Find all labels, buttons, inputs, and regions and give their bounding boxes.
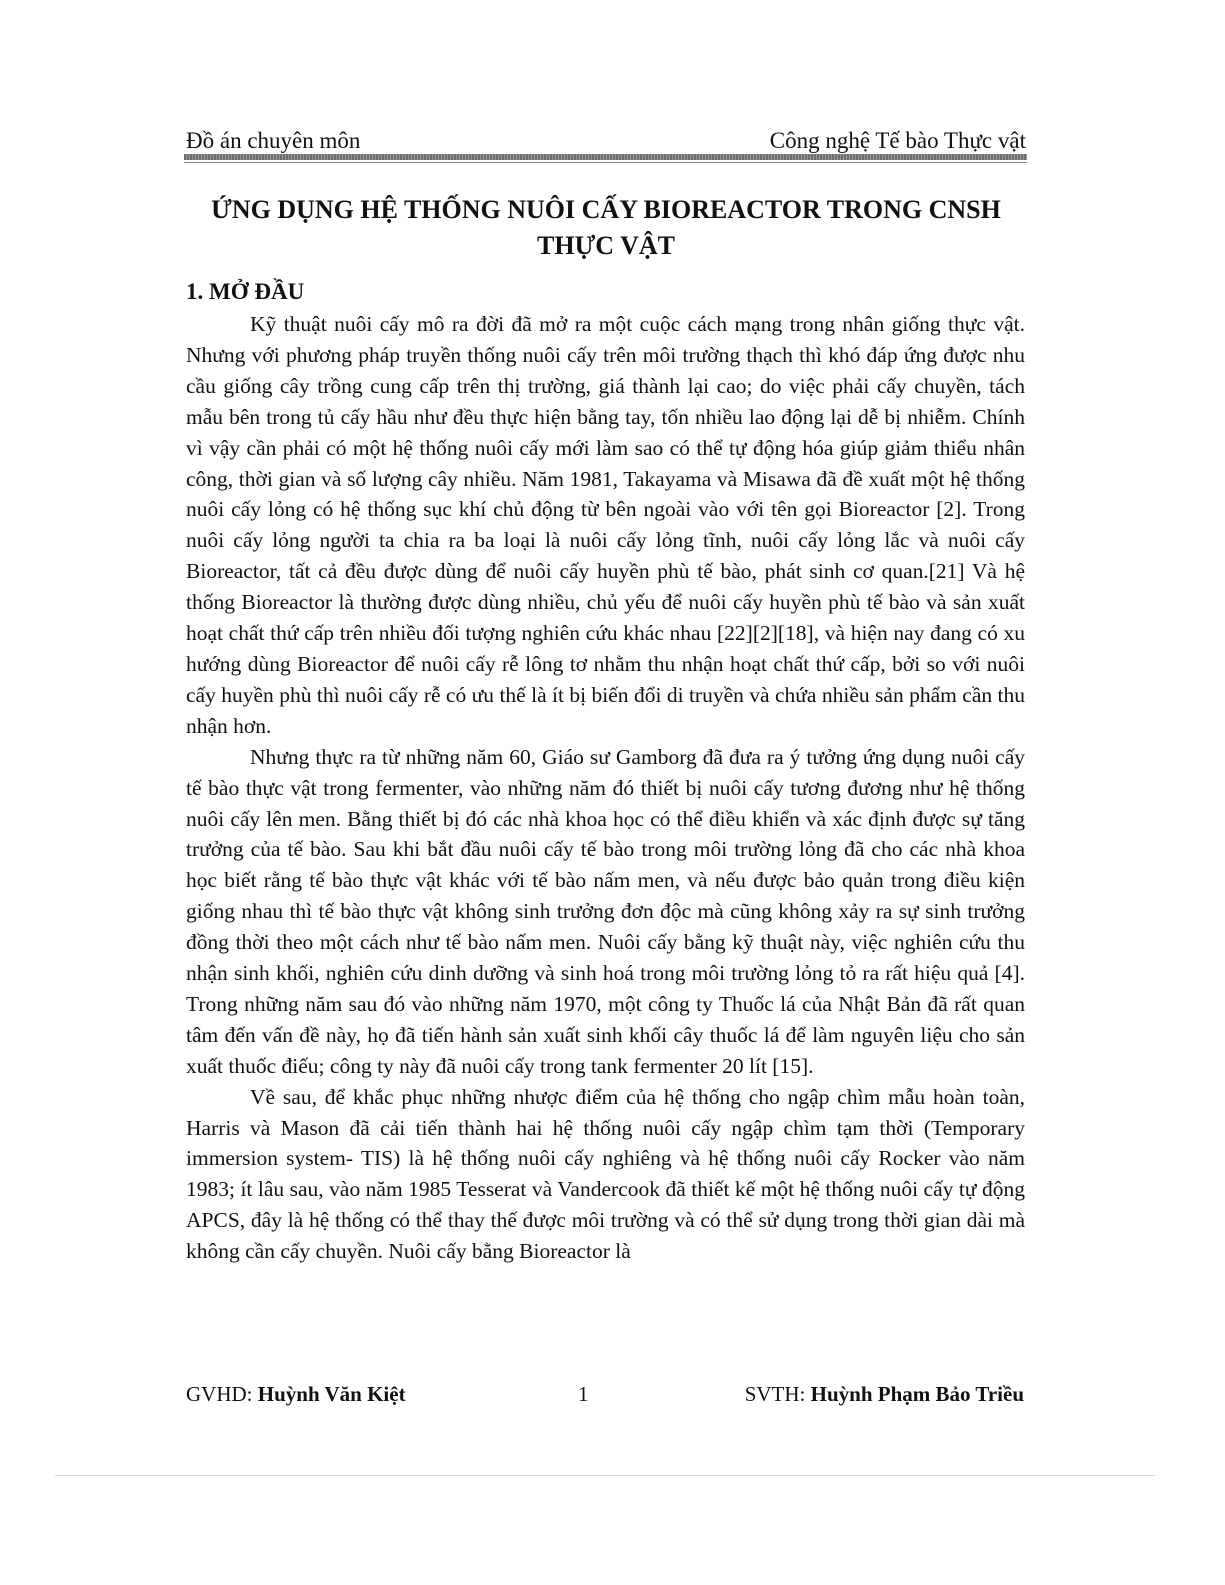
running-header xyxy=(186,120,1026,154)
footer-supervisor-name: Huỳnh Văn Kiệt xyxy=(257,1382,406,1406)
footer-student-label: SVTH: xyxy=(744,1382,806,1406)
footer-student xyxy=(745,1382,1024,1407)
footer-supervisor xyxy=(186,1382,406,1407)
header-rule-underline xyxy=(184,162,1027,163)
document-title xyxy=(186,192,1026,264)
footer-supervisor-label: GVHD: xyxy=(186,1382,253,1406)
section-heading: 1. MỞ ĐẦU xyxy=(186,279,305,304)
body-text xyxy=(186,309,1025,1267)
header-rule xyxy=(184,154,1027,160)
page-number: 1 xyxy=(578,1382,589,1406)
title-line-2: THỰC VẬT xyxy=(537,231,675,260)
title-line-1: ỨNG DỤNG HỆ THỐNG NUÔI CẤY BIOREACTOR TRONG CNSH xyxy=(211,195,1001,224)
footer-student-name: Huỳnh Phạm Bảo Triều xyxy=(810,1382,1024,1406)
paragraph-3: Về sau, để khắc phục những nhược điểm của hệ thống cho ngập chìm mẫu hoàn toàn, Harris và Mason đã cải tiến thành hai hệ thống nuôi cấy ngập chìm tạm thời (Temporary immersion system- TIS) là hệ thống nuôi cấy nghiêng và hệ thống nuôi cấy Rocker vào năm 1983; ít lâu sau, vào năm 1985 Tesserat và Vandercook đã thiết kế một hệ thống nuôi cấy tự động APCS, đây là hệ thống có thể thay thế được môi trường và có thể sử dụng trong thời gian dài mà không cần cấy chuyền. Nuôi cấy bằng Bioreactor là xyxy=(186,1084,1025,1264)
paragraph-1: Kỹ thuật nuôi cấy mô ra đời đã mở ra một cuộc cách mạng trong nhân giống thực vật. Nhưng với phương pháp truyền thống nuôi cấy trên môi trường thạch thì khó đáp ứng được nhu cầu giống cây trồng cung cấp trên thị trường, giá thành lại cao; do việc phải cấy chuyền, tách mẫu bên trong tủ cấy hầu như đều thực hiện bằng tay, tốn nhiều lao động lại dễ bị nhiễm. Chính vì vậy cần phải có một hệ thống nuôi cấy mới làm sao có thể tự động hóa giúp giảm thiểu nhân công, thời gian và số lượng cây nhiều. Năm 1981, Takayama và Misawa đã đề xuất một hệ thống nuôi cấy lỏng có hệ thống sục khí chủ động từ bên ngoài vào với tên gọi Bioreactor [2]. Trong nuôi cấy lỏng người ta chia ra ba loại là nuôi cấy lỏng tĩnh, nuôi cấy lỏng lắc và nuôi cấy Bioreactor, tất cả đều được dùng để nuôi cấy huyền phù tế bào, phát sinh cơ quan.[21] Và hệ thống Bioreactor là thường được dùng nhiều, chủ yếu để nuôi cấy huyền phù tế bào và sản xuất hoạt chất thứ cấp trên nhiều đối tượng nghiên cứu khác nhau [22][2][18], và hiện nay đang có xu hướng dùng Bioreactor để nuôi cấy rễ lông tơ nhằm thu nhận hoạt chất thứ cấp, bởi so với nuôi cấy huyền phù thì nuôi cấy rễ có ưu thế là ít bị biến đổi di truyền và chứa nhiều sản phẩm cần thu nhận hơn. xyxy=(186,312,1025,738)
header-left-text: Đồ án chuyên môn xyxy=(186,128,361,153)
paragraph-2: Nhưng thực ra từ những năm 60, Giáo sư Gamborg đã đưa ra ý tưởng ứng dụng nuôi cấy tế bào thực vật trong fermenter, vào những năm đó thiết bị nuôi cấy tương đương như hệ thống nuôi cấy lên men. Bằng thiết bị đó các nhà khoa học có thể điều khiển và xác định được sự tăng trưởng của tế bào. Sau khi bắt đầu nuôi cấy tế bào trong môi trường lỏng đã cho các nhà khoa học biết rằng tế bào thực vật khác với tế bào nấm men, và nếu được bảo quản trong điều kiện giống nhau thì tế bào thực vật không sinh trưởng đơn độc mà cũng không xảy ra sự sinh trưởng đồng thời theo một cách như tế bào nấm men. Nuôi cấy bằng kỹ thuật này, việc nghiên cứu thu nhận sinh khối, nghiên cứu dinh dưỡng và sinh hoá trong môi trường lỏng tỏ ra rất hiệu quả [4]. Trong những năm sau đó vào những năm 1970, một công ty Thuốc lá của Nhật Bản đã rất quan tâm đến vấn đề này, họ đã tiến hành sản xuất sinh khối cây thuốc lá để làm nguyên liệu cho sản xuất thuốc điếu; công ty này đã nuôi cấy trong tank fermenter 20 lít [15]. xyxy=(186,744,1025,1078)
page-separator-line xyxy=(55,1475,1155,1476)
running-footer xyxy=(186,1382,1024,1412)
header-right-text: Công nghệ Tế bào Thực vật xyxy=(769,128,1026,153)
